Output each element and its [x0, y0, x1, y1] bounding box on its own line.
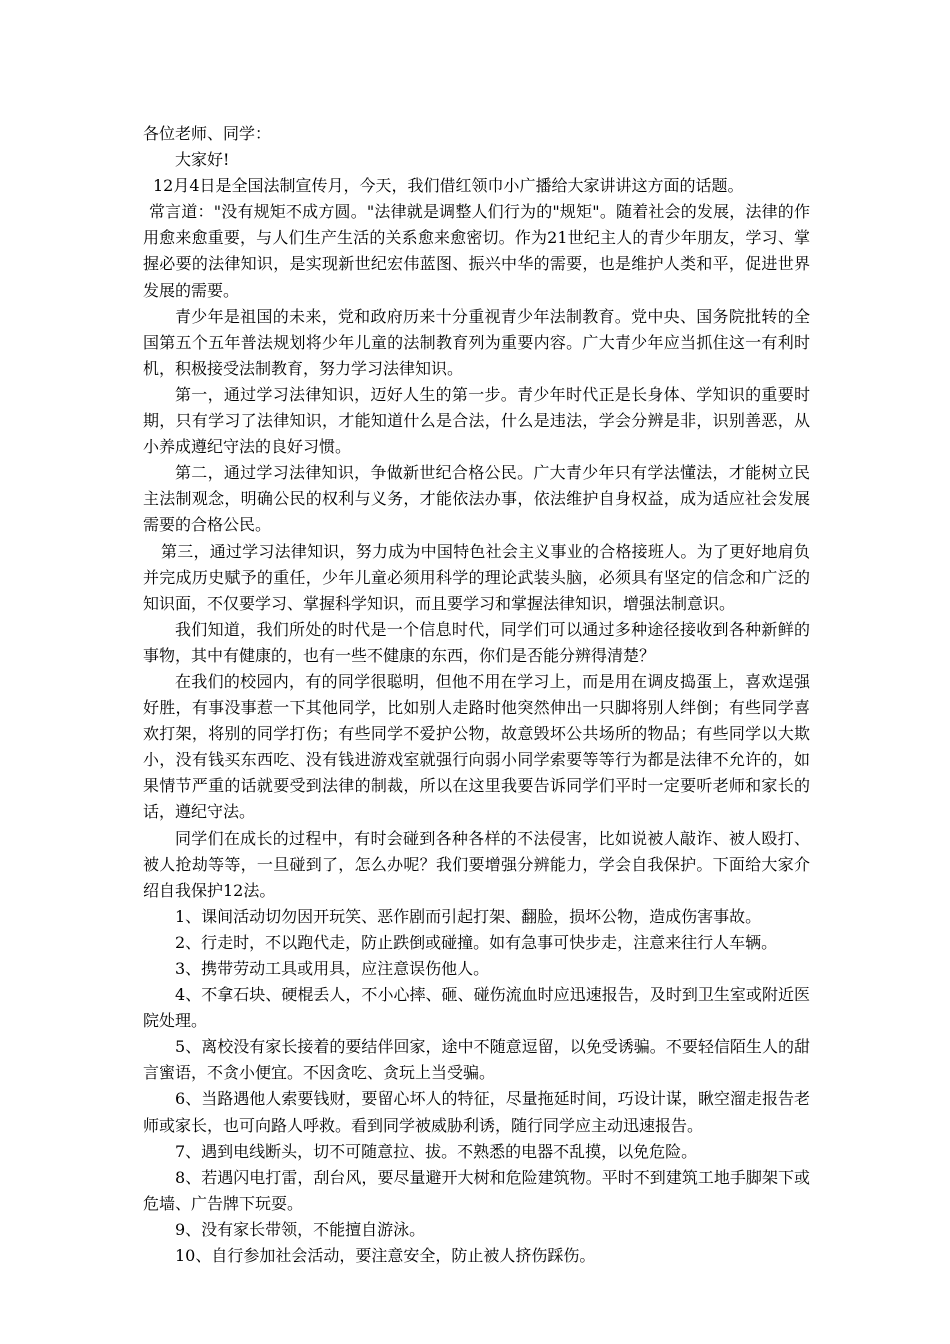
list-item: 3、携带劳动工具或用具，应注意误伤他人。 — [175, 959, 490, 978]
list-item: 7、遇到电线断头，切不可随意拉、拔。不熟悉的电器不乱摸，以免危险。 — [175, 1141, 698, 1161]
paragraph: 我们知道，我们所处的时代是一个信息时代，同学们可以通过多种途径接收到各种新鲜的事物，其中有健康的，也有一些不健康的东西，你们是否能分辨得清楚？ — [143, 619, 810, 665]
list-item: 1、课间活动切勿因开玩笑、恶作剧而引起打架、翻脸，损坏公物，造成伤害事故。 — [175, 906, 762, 926]
paragraph: 青少年是祖国的未来，党和政府历来十分重视青少年法制教育。党中央、国务院批转的全国第五个五年普法规划将少年儿童的法制教育列为重要内容。广大青少年应当抓住这一有利时机，积极接受法制教育，努力学习法律知识。 — [143, 306, 810, 378]
paragraph: 第三，通过学习法律知识，努力成为中国特色社会主义事业的合格接班人。为了更好地肩负并完成历史赋予的重任，少年儿童必须用科学的理论武装头脑，必须具有坚定的信念和广泛的知识面，不仅要学习、掌握科学知识，而且要学习和掌握法律知识，增强法制意识。 — [143, 541, 810, 613]
paragraph: 第一，通过学习法律知识，迈好人生的第一步。青少年时代正是长身体、学知识的重要时期，只有学习了法律知识，才能知道什么是合法，什么是违法，学会分辨是非，识别善恶，从小养成遵纪守法的良好习惯。 — [143, 384, 810, 457]
paragraph: 在我们的校园内，有的同学很聪明，但他不用在学习上，而是用在调皮捣蛋上，喜欢逞强好胜，有事没事惹一下其他同学，比如别人走路时他突然伸出一只脚将别人绊倒；有些同学喜欢打架，将别的同学打伤；有些同学不爱护公物，故意毁坏公共场所的物品；有些同学以大欺小，没有钱买东西吃、没有钱进游戏室就强行向弱小同学索要等等行为都是法律不允许的，如果情节严重的话就要受到法律的制裁，所以在这里我要告诉同学们平时一定要听老师和家长的话，遵纪守法。 — [143, 671, 810, 822]
list-item: 2、行走时，不以跑代走，防止跌倒或碰撞。如有急事可快步走，注意来往行人车辆。 — [175, 932, 778, 952]
paragraph: 第二，通过学习法律知识，争做新世纪合格公民。广大青少年只有学法懂法，才能树立民主法制观念，明确公民的权利与义务，才能依法办事，依法维护自身权益，成为适应社会发展需要的合格公民。 — [143, 463, 810, 535]
paragraph: 同学们在成长的过程中，有时会碰到各种各样的不法侵害，比如说被人敲诈、被人殴打、被人抢劫等等，一旦碰到了，怎么办呢？我们要增强分辨能力，学会自我保护。下面给大家介绍自我保护12法。 — [143, 828, 810, 900]
document-body — [143, 121, 810, 1269]
list-item: 10、自行参加社会活动，要注意安全，防止被人挤伤踩伤。 — [175, 1246, 596, 1266]
list-item: 5、离校没有家长接着的要结伴回家，途中不随意逗留，以免受诱骗。不要轻信陌生人的甜言蜜语，不贪小便宜。不因贪吃、贪玩上当受骗。 — [143, 1037, 810, 1083]
paragraph: 常言道："没有规矩不成方圆。"法律就是调整人们行为的"规矩"。随着社会的发展，法律的作用愈来愈重要，与人们生产生活的关系愈来愈密切。作为21世纪主人的青少年朋友，学习、掌握必要的法律知识，是实现新世纪宏伟蓝图、振兴中华的需要，也是维护人类和平，促进世界发展的需要。 — [143, 202, 810, 300]
hello: 大家好! — [175, 150, 230, 170]
list-item: 4、不拿石块、硬棍丢人，不小心摔、砸、碰伤流血时应迅速报告，及时到卫生室或附近医院处理。 — [143, 985, 810, 1031]
paragraph: 12月4日是全国法制宣传月，今天，我们借红领巾小广播给大家讲讲这方面的话题。 — [153, 176, 744, 196]
list-item: 9、没有家长带领，不能擅自游泳。 — [175, 1219, 426, 1239]
greeting: 各位老师、同学： — [143, 124, 272, 143]
list-item: 8、若遇闪电打雷，刮台风，要尽量避开大树和危险建筑物。平时不到建筑工地手脚架下或危墙、广告牌下玩耍。 — [143, 1167, 810, 1213]
list-item: 6、当路遇他人索要钱财，要留心坏人的特征，尽量拖延时间，巧设计谋，瞅空溜走报告老师或家长，也可向路人呼救。看到同学被威胁利诱，随行同学应主动迅速报告。 — [143, 1089, 810, 1135]
